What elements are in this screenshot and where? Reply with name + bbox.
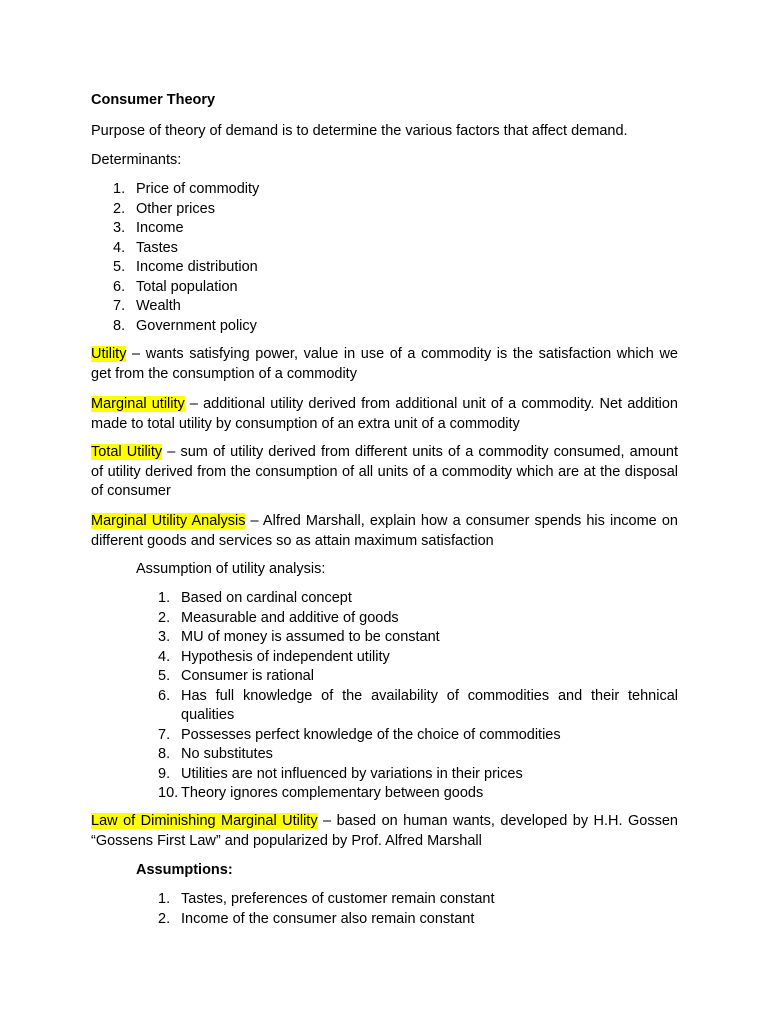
list-item-text: Utilities are not influenced by variations in their prices bbox=[181, 765, 523, 782]
law-assumptions-list bbox=[158, 890, 678, 929]
marginal-utility-analysis-text: – Alfred Marshall, explain how a consumer spends his income on different goods and services so as attain maximum satisfaction bbox=[91, 513, 678, 549]
list-item-number: 6. bbox=[113, 278, 126, 295]
list-item-number: 10. bbox=[158, 785, 179, 801]
list-item bbox=[158, 784, 678, 804]
list-item bbox=[113, 180, 363, 200]
list-item-text: Income of the consumer also remain constant bbox=[181, 910, 475, 927]
list-item-number: 6. bbox=[158, 687, 171, 704]
list-item-number: 1. bbox=[158, 891, 171, 907]
list-item-text: Hypothesis of independent utility bbox=[181, 648, 390, 665]
list-item-text: Other prices bbox=[136, 200, 215, 217]
list-item bbox=[158, 726, 678, 746]
list-item-text: Government policy bbox=[136, 317, 257, 334]
list-item-text: Total population bbox=[136, 278, 238, 295]
list-item-text: Based on cardinal concept bbox=[181, 590, 352, 606]
list-item bbox=[158, 648, 678, 668]
list-item-number: 7. bbox=[113, 298, 126, 314]
law-definition bbox=[91, 812, 678, 851]
list-item-text: Price of commodity bbox=[136, 181, 260, 197]
list-item bbox=[113, 278, 363, 298]
assumptions-heading: Assumptions: bbox=[136, 862, 233, 878]
list-item-text: Has full knowledge of the availability of commodities and their tehnical qualities bbox=[181, 687, 678, 723]
list-item-number: 2. bbox=[113, 200, 126, 217]
list-item bbox=[158, 745, 678, 765]
list-item-text: Consumer is rational bbox=[181, 668, 314, 684]
list-item-number: 3. bbox=[158, 629, 171, 645]
purpose-paragraph: Purpose of theory of demand is to determine the various factors that affect demand. bbox=[91, 123, 628, 139]
list-item-number: 7. bbox=[158, 726, 171, 743]
list-item-number: 2. bbox=[158, 609, 171, 626]
law-term-highlight: Law of Diminishing Marginal Utility bbox=[91, 813, 318, 829]
assumption-label: Assumption of utility analysis: bbox=[136, 561, 326, 577]
list-item-text: Measurable and additive of goods bbox=[181, 609, 399, 626]
list-item-number: 1. bbox=[158, 590, 171, 606]
utility-definition bbox=[91, 345, 678, 384]
list-item-number: 8. bbox=[113, 317, 126, 334]
marginal-utility-definition bbox=[91, 395, 678, 434]
utility-term-highlight: Utility bbox=[91, 346, 127, 362]
list-item bbox=[158, 765, 678, 785]
marginal-utility-analysis-term-highlight: Marginal Utility Analysis bbox=[91, 513, 246, 529]
list-item bbox=[158, 890, 678, 910]
total-utility-term-highlight: Total Utility bbox=[91, 444, 163, 460]
list-item bbox=[113, 219, 363, 239]
list-item-text: Tastes bbox=[136, 239, 178, 256]
list-item-text: MU of money is assumed to be constant bbox=[181, 629, 440, 645]
assumptions-list bbox=[158, 589, 678, 804]
total-utility-definition-text: – sum of utility derived from different units of a commodity consumed, amount of utility derived from the consumption of all units of a commodity which are at the disposal of consumer bbox=[91, 444, 678, 499]
utility-definition-text: – wants satisfying power, value in use of a commodity is the satisfaction which we get from the consumption of a commodity bbox=[91, 346, 678, 382]
total-utility-definition bbox=[91, 443, 678, 502]
determinants-list bbox=[113, 180, 363, 336]
list-item-text: Income distribution bbox=[136, 259, 258, 275]
marginal-utility-term-highlight: Marginal utility bbox=[91, 396, 185, 412]
marginal-utility-analysis-definition bbox=[91, 512, 678, 551]
list-item-text: Income bbox=[136, 220, 184, 236]
list-item bbox=[113, 317, 363, 337]
list-item-text: Tastes, preferences of customer remain constant bbox=[181, 891, 495, 907]
list-item bbox=[158, 667, 678, 687]
list-item-number: 5. bbox=[113, 259, 126, 275]
list-item bbox=[158, 628, 678, 648]
list-item-number: 3. bbox=[113, 220, 126, 236]
list-item-number: 8. bbox=[158, 746, 171, 762]
list-item-text: Theory ignores complementary between goods bbox=[181, 785, 484, 801]
list-item-text: Wealth bbox=[136, 298, 181, 314]
list-item-text: Possesses perfect knowledge of the choice of commodities bbox=[181, 726, 561, 743]
list-item-number: 4. bbox=[113, 239, 126, 256]
list-item-number: 1. bbox=[113, 181, 126, 197]
list-item bbox=[113, 258, 363, 278]
marginal-utility-definition-text: – additional utility derived from additional unit of a commodity. Net addition made to total utility by consumption of an extra unit of a commodity bbox=[91, 396, 678, 432]
determinants-label: Determinants: bbox=[91, 152, 182, 168]
list-item bbox=[158, 609, 678, 629]
list-item bbox=[113, 297, 363, 317]
list-item-number: 9. bbox=[158, 765, 171, 782]
list-item bbox=[158, 687, 678, 726]
list-item bbox=[158, 910, 678, 930]
law-definition-text: – based on human wants, developed by H.H. Gossen “Gossens First Law” and popularized by Prof. Alfred Marshall bbox=[91, 813, 678, 849]
list-item-text: No substitutes bbox=[181, 746, 273, 762]
list-item bbox=[113, 200, 363, 220]
list-item-number: 4. bbox=[158, 648, 171, 665]
list-item-number: 2. bbox=[158, 910, 171, 927]
list-item-number: 5. bbox=[158, 668, 171, 684]
list-item bbox=[158, 589, 678, 609]
list-item bbox=[113, 239, 363, 259]
page-title: Consumer Theory bbox=[91, 92, 216, 108]
